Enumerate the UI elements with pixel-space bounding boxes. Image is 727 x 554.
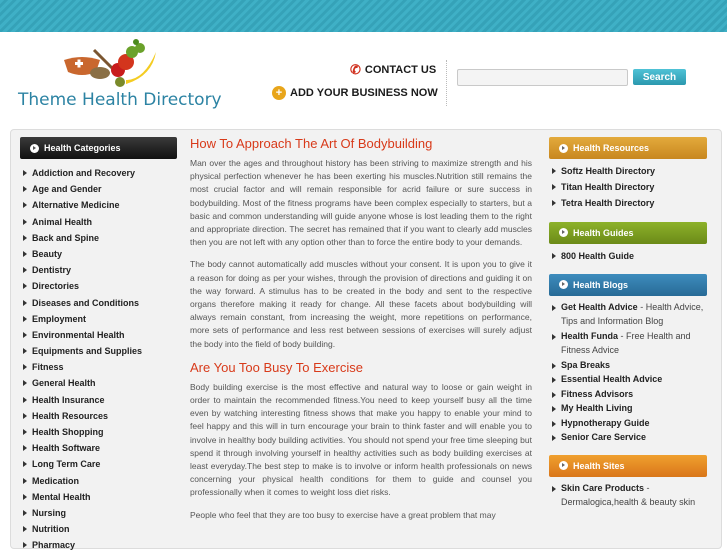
health-blogs-heading: Health Blogs [549,274,707,296]
article-subtitle: Are You Too Busy To Exercise [190,359,363,375]
category-item[interactable]: Equipments and Supplies [20,343,177,359]
top-pattern-band [0,0,727,32]
add-business-label: ADD YOUR BUSINESS NOW [290,87,438,99]
blog-item[interactable]: Hypnotherapy Guide [549,416,707,431]
contact-us-link[interactable] [350,62,436,78]
resource-link[interactable]: Tetra Health Directory [549,195,707,211]
health-guides-heading: Health Guides [549,222,707,244]
sites-list [549,481,707,510]
category-item[interactable]: Alternative Medicine [20,197,177,213]
guide-link[interactable]: 800 Health Guide [549,248,707,264]
blog-item[interactable]: Fitness Advisors [549,387,707,402]
contact-us-label: CONTACT US [364,64,437,76]
category-item[interactable]: General Health [20,375,177,391]
health-resources-heading: Health Resources [549,137,707,159]
article-paragraph: Man over the ages and throughout history has been striving to maximize strength and his physical perfection whenever he has been exerting his muscles.Nutrition still remains the most crucial factor and will remain responsible for acrid failure or sure success in bodybuilding. Most of the fitness programs have been complex especially to starters, but a basic and common understanding will guide anyone whose is lost leading them to the right and appropriate direction. The secret has remained that if you want to clearly add muscles then you are not left with any option other than to force the entire body to your demands. [190,158,532,248]
category-item[interactable]: Health Insurance [20,392,177,408]
guides-list [549,248,707,264]
category-item[interactable]: Mental Health [20,489,177,505]
bullet-icon [559,461,568,470]
category-item[interactable]: Dentistry [20,262,177,278]
category-item[interactable]: Health Software [20,440,177,456]
search-input[interactable] [457,69,628,86]
blogs-list [549,300,707,445]
blog-item[interactable]: Get Health Advice - Health Advice, Tips and Information Blog [549,300,707,329]
phone-icon: ✆ [350,62,361,77]
resource-link[interactable]: Softz Health Directory [549,163,707,179]
blog-item[interactable]: Senior Care Service [549,430,707,445]
category-item[interactable]: Fitness [20,359,177,375]
article-paragraph: People who feel that they are too busy to exercise have a great problem that may [190,509,496,520]
plus-icon: + [272,86,286,100]
category-item[interactable]: Age and Gender [20,181,177,197]
category-item[interactable]: Back and Spine [20,230,177,246]
right-sidebar [549,137,707,520]
category-item[interactable]: Nutrition [20,521,177,537]
category-item[interactable]: Long Term Care [20,456,177,472]
category-item[interactable]: Diseases and Conditions [20,295,177,311]
blog-item[interactable]: My Health Living [549,401,707,416]
category-item[interactable]: Employment [20,311,177,327]
bullet-icon [559,280,568,289]
category-item[interactable]: Addiction and Recovery [20,165,177,181]
category-item[interactable]: Beauty [20,246,177,262]
health-categories-heading: Health Categories [20,137,177,159]
health-logo-icon [60,40,160,92]
category-item[interactable]: Environmental Health [20,327,177,343]
left-sidebar [20,137,177,554]
category-item[interactable]: Pharmacy [20,537,177,553]
resource-link[interactable]: Titan Health Directory [549,179,707,195]
blog-item[interactable]: Essential Health Advice [549,372,707,387]
category-item[interactable]: Animal Health [20,214,177,230]
article-content [190,136,532,531]
health-sites-heading: Health Sites [549,455,707,477]
blog-item[interactable]: Health Funda - Free Health and Fitness Advice [549,329,707,358]
category-item[interactable]: Directories [20,278,177,294]
article-title: How To Approach The Art Of Bodybuilding [190,136,433,151]
header [0,32,727,128]
add-business-link[interactable] [272,86,438,100]
search-button[interactable]: Search [633,69,686,85]
article-paragraph: The body cannot automatically add muscles without your consent. It is upon you to give it a reason for doing as per your wishes, through the provision of directions and guiding it on the way forward. A stimulus has to be created in the body and sent to the respective organs therefore making it ready for change. All these facets about bodybuilding will always remain constant, from increasing the weight, more repetitions on performance, more sets of performance and less rest between sessions of exercises will surely adjust the body into the field of body building. [190,259,532,349]
bullet-icon [559,144,568,153]
category-list [20,165,177,554]
site-item[interactable]: Skin Care Products - Dermalogica,health & beauty skin [549,481,707,510]
resources-list [549,163,707,212]
site-title[interactable]: Theme Health Directory [18,90,222,110]
blog-item[interactable]: Spa Breaks [549,358,707,373]
category-item[interactable]: Nursing [20,505,177,521]
category-item[interactable]: Health Resources [20,408,177,424]
article-paragraph: Body building exercise is the most effective and natural way to loose or gain weight in order to maintain the recommended fitness.You need to keep yourself busy all the time even by watching interesting fitness shows that make you happy to enable your mind to feel happy and this will in turn encourage your brain to think faster and will enable you to involve in healthy body building activities. You should not spend your free time sleeping but spend it through involving yourself in healthy activities such as body building exercises at least everyday.The best step to make is to involve or inform health professionals on news concerning your physical health conditions for them to guide and counsel you professionally when it comes to weight loss diet risks. [190,381,532,498]
category-item[interactable]: Health Shopping [20,424,177,440]
category-item[interactable]: Medication [20,473,177,489]
bullet-icon [30,144,39,153]
header-divider [446,60,447,106]
bullet-icon [559,228,568,237]
